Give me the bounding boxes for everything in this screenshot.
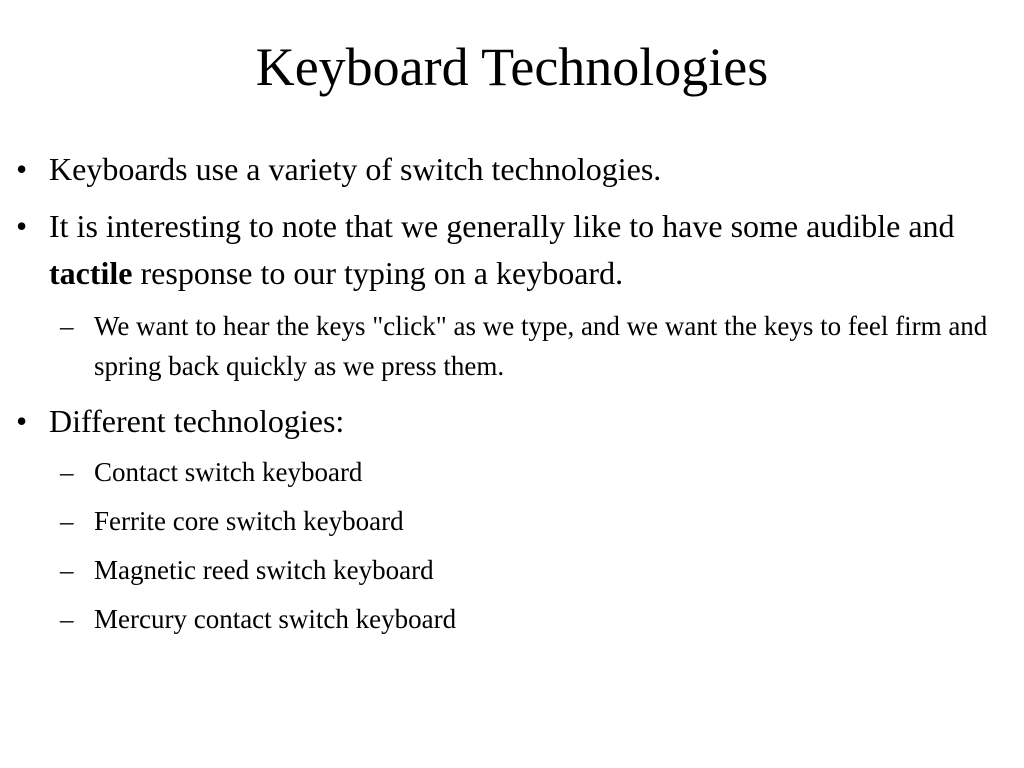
bullet-text-part: It is interesting to note that we generally like to have some audible and xyxy=(49,208,955,244)
bullet-text: Keyboards use a variety of switch technologies. xyxy=(49,151,662,187)
sub-bullet-item xyxy=(60,599,1016,639)
bullet-item xyxy=(16,203,1016,297)
sub-bullet-item xyxy=(60,306,1016,386)
bullet-item xyxy=(16,146,1016,193)
bullet-marker: • xyxy=(16,208,28,244)
sub-bullet-marker: – xyxy=(60,457,74,487)
sub-bullet-marker: – xyxy=(60,604,74,634)
sub-bullet-text: Contact switch keyboard xyxy=(94,457,363,487)
sub-bullet-marker: – xyxy=(60,311,74,341)
sub-bullet-marker: – xyxy=(60,506,74,536)
bullet-marker: • xyxy=(16,151,28,187)
bullet-text-part: response to our typing on a keyboard. xyxy=(132,255,624,291)
sub-bullet-marker: – xyxy=(60,555,74,585)
bold-term-tactile: tactile xyxy=(49,255,133,291)
sub-bullet-item xyxy=(60,501,1016,541)
sub-bullet-text: We want to hear the keys "click" as we type, and we want the keys to feel firm and spring back quickly as we press them. xyxy=(94,311,988,381)
bullet-text xyxy=(49,203,1016,297)
sub-bullet-text: Ferrite core switch keyboard xyxy=(94,506,404,536)
sub-bullet-item xyxy=(60,550,1016,590)
bullet-text: Different technologies: xyxy=(49,403,345,439)
bullet-marker: • xyxy=(16,403,28,439)
bullet-item xyxy=(16,398,1016,445)
sub-bullet-text: Magnetic reed switch keyboard xyxy=(94,555,434,585)
slide-title: Keyboard Technologies xyxy=(255,37,769,97)
sub-bullet-item xyxy=(60,452,1016,492)
sub-bullet-text: Mercury contact switch keyboard xyxy=(94,604,457,634)
